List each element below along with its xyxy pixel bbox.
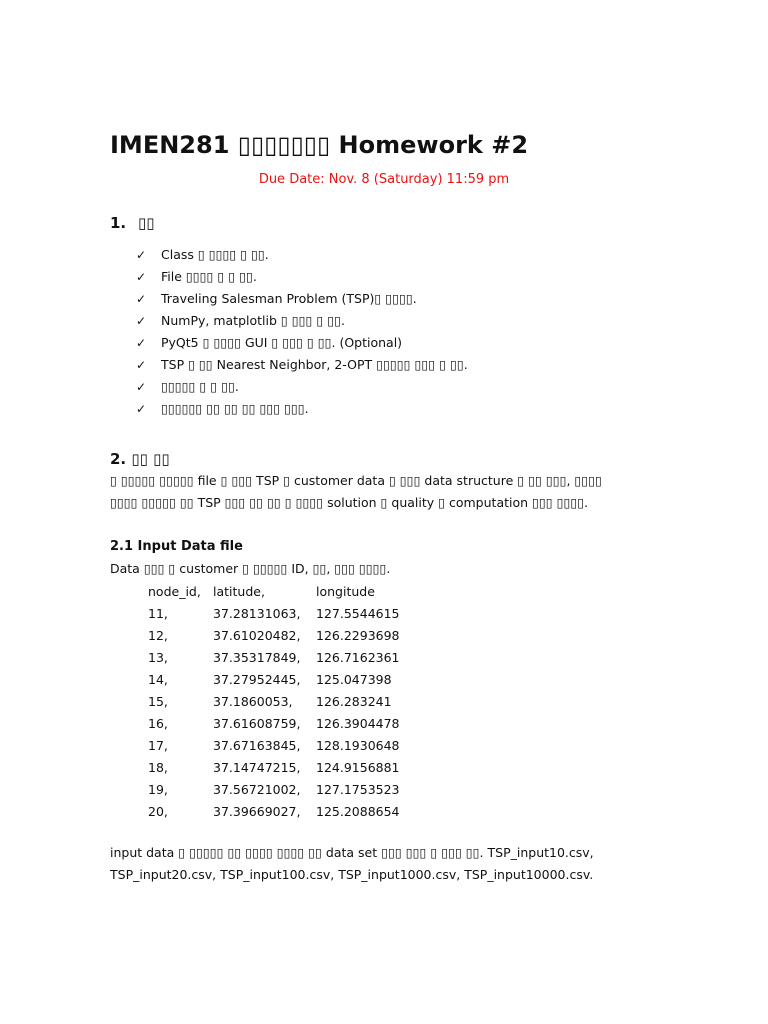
table-row [148,668,426,690]
cell-node-id: 15, [148,693,168,709]
section-1-number: 1. [110,214,127,232]
checkmark-icon: ✓ [136,314,147,328]
table-row [148,756,426,778]
checkmark-icon: ✓ [136,292,147,306]
cell-latitude: 37.61020482, [213,627,301,643]
section-2-intro [110,470,658,514]
cell-longitude: 125.047398 [316,671,392,687]
table-row [148,800,426,822]
cell-latitude: 37.67163845, [213,737,301,753]
cell-node-id: 16, [148,715,168,731]
cell-node-id: 13, [148,649,168,665]
column-header-node-id: node_id, [148,583,201,599]
cell-node-id: 17, [148,737,168,753]
table-row [148,602,426,624]
input-data-table [148,580,426,822]
section-2-1-heading: 2.1 Input Data file [110,539,243,554]
due-date: Due Date: Nov. 8 (Saturday) 11:59 pm [258,172,510,187]
cell-node-id: 11, [148,605,168,621]
cell-latitude: 37.56721002, [213,781,301,797]
cell-longitude: 126.2293698 [316,627,400,643]
goal-text: NumPy, matplotlib ▯ ▯▯▯ ▯ ▯▯. [161,313,345,328]
cell-latitude: 37.28131063, [213,605,301,621]
goal-text: ▯▯▯▯▯▯ ▯▯ ▯▯ ▯▯ ▯▯▯ ▯▯▯. [161,401,309,416]
checkmark-icon: ✓ [136,380,147,394]
goal-text: Class ▯ ▯▯▯▯ ▯ ▯▯. [161,247,269,262]
cell-longitude: 127.5544615 [316,605,400,621]
section-1-title: ▯▯ [138,214,155,232]
column-header-longitude: longitude [316,583,375,599]
cell-node-id: 12, [148,627,168,643]
checkmark-icon: ✓ [136,402,147,416]
cell-node-id: 14, [148,671,168,687]
cell-node-id: 18, [148,759,168,775]
goal-text: PyQt5 ▯ ▯▯▯▯ GUI ▯ ▯▯▯ ▯ ▯▯. (Optional) [161,335,403,350]
cell-latitude: 37.35317849, [213,649,301,665]
goal-text: ▯▯▯▯▯ ▯ ▯ ▯▯. [161,379,239,394]
table-row [148,690,426,712]
cell-latitude: 37.39669027, [213,803,301,819]
section-2-intro-line-2: ▯▯▯▯ ▯▯▯▯▯ ▯▯ TSP ▯▯▯ ▯▯ ▯▯ ▯ ▯▯▯▯ solution ▯ quality ▯ computation ▯▯▯ ▯▯▯▯. [110,495,589,510]
cell-node-id: 20, [148,803,168,819]
section-2-intro-line-1: ▯ ▯▯▯▯▯ ▯▯▯▯▯ file ▯ ▯▯▯ TSP ▯ customer data ▯ ▯▯▯ data structure ▯ ▯▯ ▯▯▯, ▯▯▯▯ [110,473,602,488]
cell-longitude: 127.1753523 [316,781,400,797]
cell-longitude: 128.1930648 [316,737,400,753]
section-2-heading: 2. ▯▯ ▯▯ [110,450,170,468]
cell-latitude: 37.1860053, [213,693,293,709]
checkmark-icon: ✓ [136,270,147,284]
cell-latitude: 37.27952445, [213,671,301,687]
table-row [148,712,426,734]
input-files-line-1: input data ▯ ▯▯▯▯▯ ▯▯ ▯▯▯▯ ▯▯▯▯ ▯▯ data set ▯▯▯ ▯▯▯ ▯ ▯▯▯ ▯▯. TSP_input10.csv, [110,845,594,860]
goal-text: Traveling Salesman Problem (TSP)▯ ▯▯▯▯. [161,291,417,306]
cell-latitude: 37.61608759, [213,715,301,731]
checkmark-icon: ✓ [136,248,147,262]
goal-text: TSP ▯ ▯▯ Nearest Neighbor, 2-OPT ▯▯▯▯▯ ▯▯▯ ▯ ▯▯. [161,357,468,372]
checkmark-icon: ✓ [136,336,147,350]
input-files-paragraph [110,842,658,886]
cell-latitude: 37.14747215, [213,759,301,775]
cell-longitude: 125.2088654 [316,803,400,819]
column-header-latitude: latitude, [213,583,265,599]
cell-longitude: 124.9156881 [316,759,400,775]
table-row [148,734,426,756]
checkmark-icon: ✓ [136,358,147,372]
section-1-heading [110,214,155,232]
cell-longitude: 126.283241 [316,693,392,709]
cell-node-id: 19, [148,781,168,797]
table-row [148,646,426,668]
data-description: Data ▯▯▯ ▯ customer ▯ ▯▯▯▯▯ ID, ▯▯, ▯▯▯ ▯▯▯▯. [110,561,391,576]
table-row [148,778,426,800]
document-title: IMEN281 ▯▯▯▯▯▯▯ Homework #2 [110,131,529,159]
table-header-row [148,580,426,602]
cell-longitude: 126.3904478 [316,715,400,731]
input-files-line-2: TSP_input20.csv, TSP_input100.csv, TSP_input1000.csv, TSP_input10000.csv. [110,867,594,882]
goal-text: File ▯▯▯▯ ▯ ▯ ▯▯. [161,269,257,284]
table-row [148,624,426,646]
cell-longitude: 126.7162361 [316,649,400,665]
